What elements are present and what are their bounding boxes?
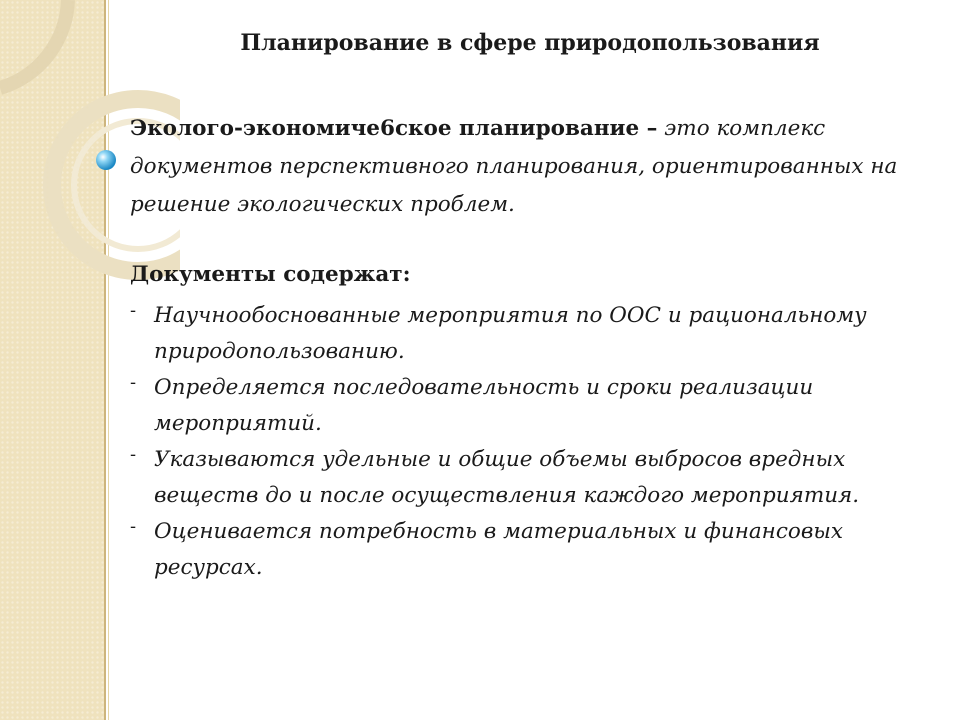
list-item-text: Указываются удельные и общие объемы выбросов вредных веществ до и после осуществления каждого мероприятия. [154,447,860,508]
intro-definition: это комплекс документов перспективного планирования, ориентированных на решение экологических проблем. [130,116,898,217]
dash-marker: - [130,300,137,321]
list-item-text: Научнообоснованные мероприятия по ООС и рациональному природопользованию. [154,303,867,364]
slide-title: Планирование в сфере природопользования [240,30,820,56]
docs-list [130,298,930,586]
dash-marker: - [130,516,137,537]
docs-heading: Документы содержат: [130,262,411,287]
list-item [130,442,930,514]
list-item [130,298,930,370]
list-item-text: Оценивается потребность в материальных и финансовых ресурсах. [154,519,843,580]
intro-term: Эколого-экономиче6ское планирование – [130,116,658,141]
list-item [130,370,930,442]
list-item [130,514,930,586]
intro-paragraph [130,110,930,224]
dash-marker: - [130,444,137,465]
dash-marker: - [130,372,137,393]
bullet-ball [96,150,116,170]
list-item-text: Определяется последовательность и сроки реализации мероприятий. [154,375,814,436]
top-arc [0,0,68,88]
